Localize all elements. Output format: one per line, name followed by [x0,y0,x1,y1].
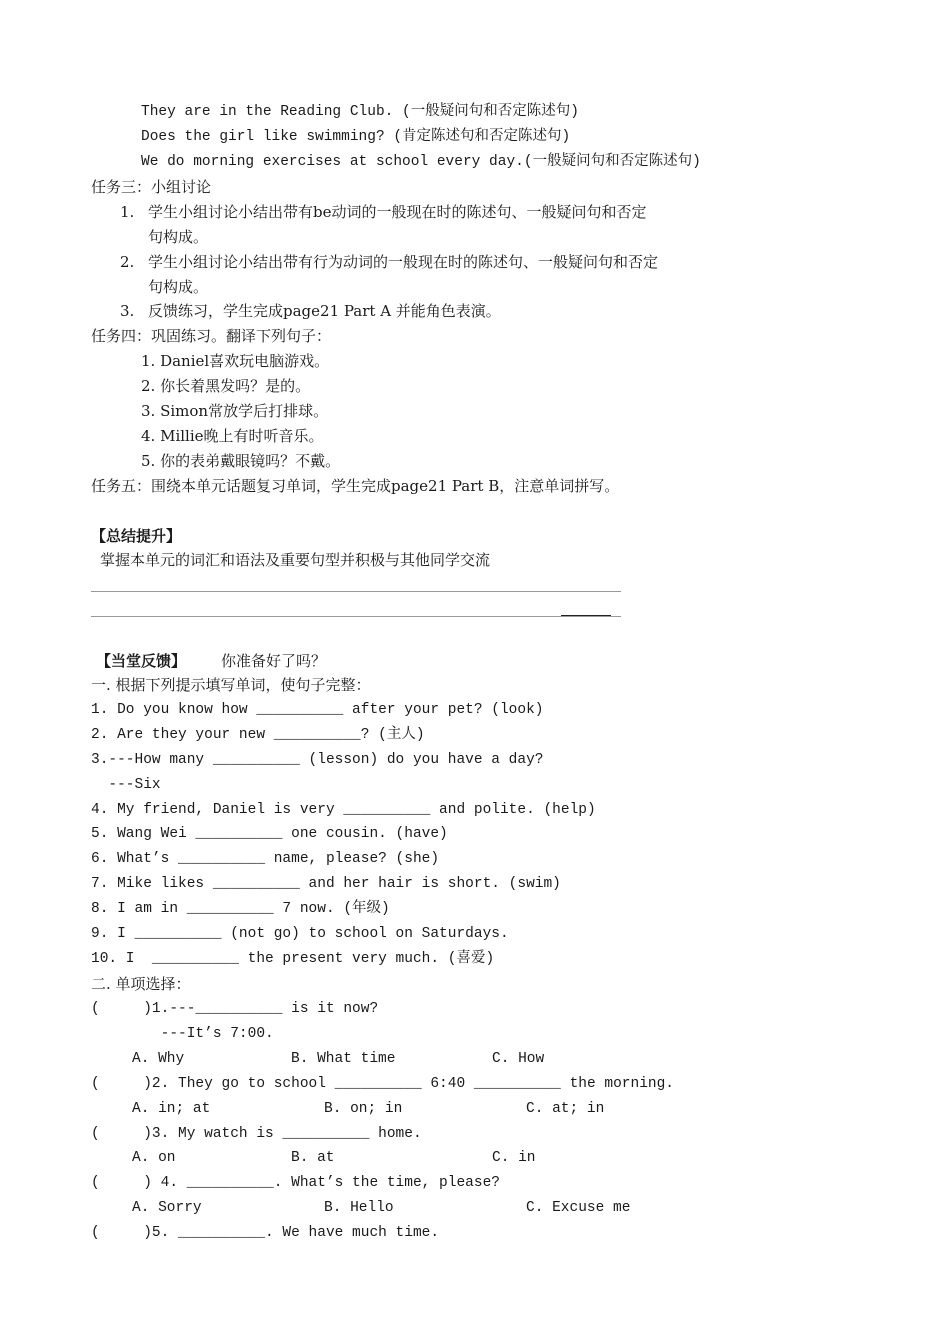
option-b: B. at [291,1150,335,1166]
fill-blank-item: 6. What’s __________ name, please? (she) [91,851,440,867]
fill-blank-item: 7. Mike likes __________ and her hair is short. (swim) [91,876,561,892]
fill-blank-item: 4. My friend, Daniel is very __________ and polite. (help) [91,802,596,818]
task3-item-text: 句构成。 [148,228,209,246]
fill-blank-item: 5. Wang Wei __________ one cousin. (have) [91,826,448,842]
example-sentence: We do morning exercises at school every day.(一般疑问句和否定陈述句) [141,154,701,170]
option-b: B. What time [291,1051,396,1067]
translation-item: 3. Simon常放学后打排球。 [141,402,329,420]
fill-blank-item: 9. I __________ (not go) to school on Saturdays. [91,926,509,942]
choice-question: ( )1.---__________ is it now? [91,1001,379,1017]
fill-blank-item: 10. I __________ the present very much. (喜爱) [91,951,495,967]
part1-heading: 一. 根据下列提示填写单词，使句子完整： [91,676,371,694]
task5-line: 任务五：围绕本单元话题复习单词，学生完成page21 Part B，注意单词拼写。 [91,477,620,495]
translation-item: 1. Daniel喜欢玩电脑游戏。 [141,352,330,370]
answer-line-mark [561,615,611,616]
summary-text: 掌握本单元的词汇和语法及重要句型并积极与其他同学交流 [100,551,491,569]
option-c: C. at; in [526,1101,605,1117]
option-a: A. Sorry [132,1200,202,1216]
fill-blank-item: 3.---How many __________ (lesson) do you have a day? [91,752,544,768]
option-a: A. in; at [132,1101,211,1117]
fill-blank-item: 8. I am in __________ 7 now. (年级) [91,901,390,917]
choice-question: ( ) 4. __________. What’s the time, please? [91,1175,500,1191]
choice-question: ( )5. __________. We have much time. [91,1225,440,1241]
option-b: B. Hello [324,1200,394,1216]
feedback-heading: 【当堂反馈】 [96,652,187,670]
task3-item-number: 2. [120,253,135,271]
task3-heading: 任务三：小组讨论 [91,178,212,196]
summary-heading: 【总结提升】 [91,527,182,545]
task3-item-text: 学生小组讨论小结出带有be动词的一般现在时的陈述句、一般疑问句和否定 [148,203,647,221]
choice-question-answer: ---It’s 7:00. [91,1026,274,1042]
option-b: B. on; in [324,1101,403,1117]
fill-blank-item: 1. Do you know how __________ after your pet? (look) [91,702,544,718]
part2-heading: 二. 单项选择： [91,975,191,993]
task3-item-text: 学生小组讨论小结出带有行为动词的一般现在时的陈述句、一般疑问句和否定 [148,253,659,271]
task3-item-number: 3. [120,302,135,320]
translation-item: 4. Millie晚上有时听音乐。 [141,427,324,445]
option-a: A. Why [132,1051,185,1067]
choice-question: ( )2. They go to school __________ 6:40 __________ the morning. [91,1076,674,1092]
answer-line [91,616,621,617]
option-c: C. in [492,1150,536,1166]
task3-item-number: 1. [120,203,135,221]
example-sentence: They are in the Reading Club. (一般疑问句和否定陈述句) [141,104,579,120]
answer-line [91,591,621,592]
task3-item-text: 句构成。 [148,278,209,296]
option-c: C. Excuse me [526,1200,631,1216]
task3-item-text: 反馈练习，学生完成page21 Part A 并能角色表演。 [148,302,501,320]
feedback-subtitle: 你准备好了吗？ [221,652,327,670]
fill-blank-item: ---Six [91,777,161,793]
choice-question: ( )3. My watch is __________ home. [91,1126,422,1142]
task4-heading: 任务四：巩固练习。翻译下列句子： [91,327,332,345]
translation-item: 2. 你长着黑发吗？是的。 [141,377,311,395]
option-a: A. on [132,1150,176,1166]
example-sentence: Does the girl like swimming? (肯定陈述句和否定陈述句) [141,129,571,145]
fill-blank-item: 2. Are they your new __________? (主人) [91,727,425,743]
option-c: C. How [492,1051,545,1067]
translation-item: 5. 你的表弟戴眼镜吗？不戴。 [141,452,341,470]
